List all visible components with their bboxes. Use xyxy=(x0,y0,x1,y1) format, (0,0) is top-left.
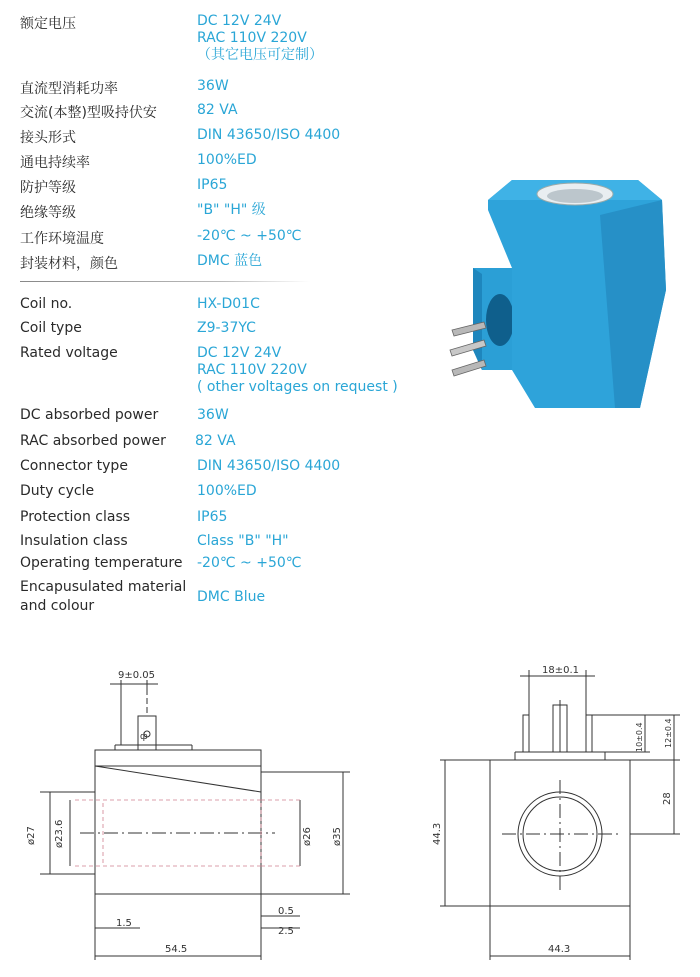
spec-value: IP65 xyxy=(197,177,228,193)
dim-18: 18±0.1 xyxy=(542,665,580,676)
front-view-drawing xyxy=(420,660,700,977)
spec-value: -20℃ ~ +50℃ xyxy=(197,228,302,244)
spec-value: 36W xyxy=(197,407,229,423)
spec-value: RAC 110V 220V xyxy=(197,30,307,46)
spec-label: 工作环境温度 xyxy=(20,231,104,247)
spec-label: Operating temperature xyxy=(20,555,183,571)
solenoid-coil-image xyxy=(440,170,690,420)
spec-label: Connector type xyxy=(20,458,128,474)
dim-9: 9±0.05 xyxy=(118,670,156,681)
dim-d35: ø35 xyxy=(332,827,343,846)
dim-44-3-v: 44.3 xyxy=(432,822,443,845)
spec-label: Insulation class xyxy=(20,533,128,549)
spec-value: DMC 蓝色 xyxy=(197,253,263,269)
spec-value: 82 VA xyxy=(195,433,236,449)
spec-label: 通电持续率 xyxy=(20,155,90,171)
spec-value: HX-D01C xyxy=(197,296,260,312)
dim-d26: ø26 xyxy=(302,827,313,846)
spec-value: DC 12V 24V xyxy=(197,345,282,361)
spec-label: Duty cycle xyxy=(20,483,95,499)
dim-d236: ø23.6 xyxy=(54,819,65,848)
spec-value: ( other voltages on request ) xyxy=(197,379,398,395)
spec-label: Protection class xyxy=(20,509,131,525)
spec-value: Class "B" "H" xyxy=(197,533,289,549)
spec-value: Z9-37YC xyxy=(197,320,256,336)
spec-value: DMC Blue xyxy=(197,589,266,605)
spec-value: IP65 xyxy=(197,509,228,525)
spec-value: 82 VA xyxy=(197,102,238,118)
spec-label: 直流型消耗功率 xyxy=(20,81,118,97)
spec-label: Rated voltage xyxy=(20,345,118,361)
spec-label: RAC absorbed power xyxy=(20,433,166,449)
dim-10: 10±0.4 xyxy=(635,722,644,752)
dim-54-5: 54.5 xyxy=(165,944,188,955)
dim-2-5: 2.5 xyxy=(278,926,294,937)
side-view-drawing xyxy=(0,660,360,977)
dim-0-5: 0.5 xyxy=(278,906,294,917)
dim-28: 28 xyxy=(662,792,673,805)
spec-label: Encapusulated material xyxy=(20,579,187,595)
dim-44-3-h: 44.3 xyxy=(548,944,571,955)
dim-1-5: 1.5 xyxy=(116,918,132,929)
dim-d27: ø27 xyxy=(26,826,37,845)
spec-value: RAC 110V 220V xyxy=(197,362,307,378)
spec-label: Coil no. xyxy=(20,296,73,312)
spec-value: DIN 43650/ISO 4400 xyxy=(197,458,341,474)
spec-value: DC 12V 24V xyxy=(197,13,282,29)
spec-value: DIN 43650/ISO 4400 xyxy=(197,127,341,143)
spec-label: 交流(本整)型吸持伏安 xyxy=(20,105,157,121)
spec-value: 100%ED xyxy=(197,152,257,168)
spec-label: 额定电压 xyxy=(20,16,76,32)
spec-label: 封装材料，颜色 xyxy=(20,256,118,272)
pin-symbol: ф xyxy=(140,732,148,742)
spec-label: 绝缘等级 xyxy=(20,205,76,221)
spec-value: 36W xyxy=(197,78,229,94)
spec-label: 防护等级 xyxy=(20,180,76,196)
spec-value: -20℃ ~ +50℃ xyxy=(197,555,302,571)
spec-label: and colour xyxy=(20,598,95,614)
dim-12: 12±0.4 xyxy=(664,718,673,748)
spec-label: DC absorbed power xyxy=(20,407,159,423)
section-divider xyxy=(20,281,310,282)
spec-label: Coil type xyxy=(20,320,82,336)
spec-value: 100%ED xyxy=(197,483,257,499)
spec-value: "B" "H" 级 xyxy=(197,202,266,218)
spec-value: （其它电压可定制） xyxy=(197,47,323,63)
spec-label: 接头形式 xyxy=(20,130,76,146)
